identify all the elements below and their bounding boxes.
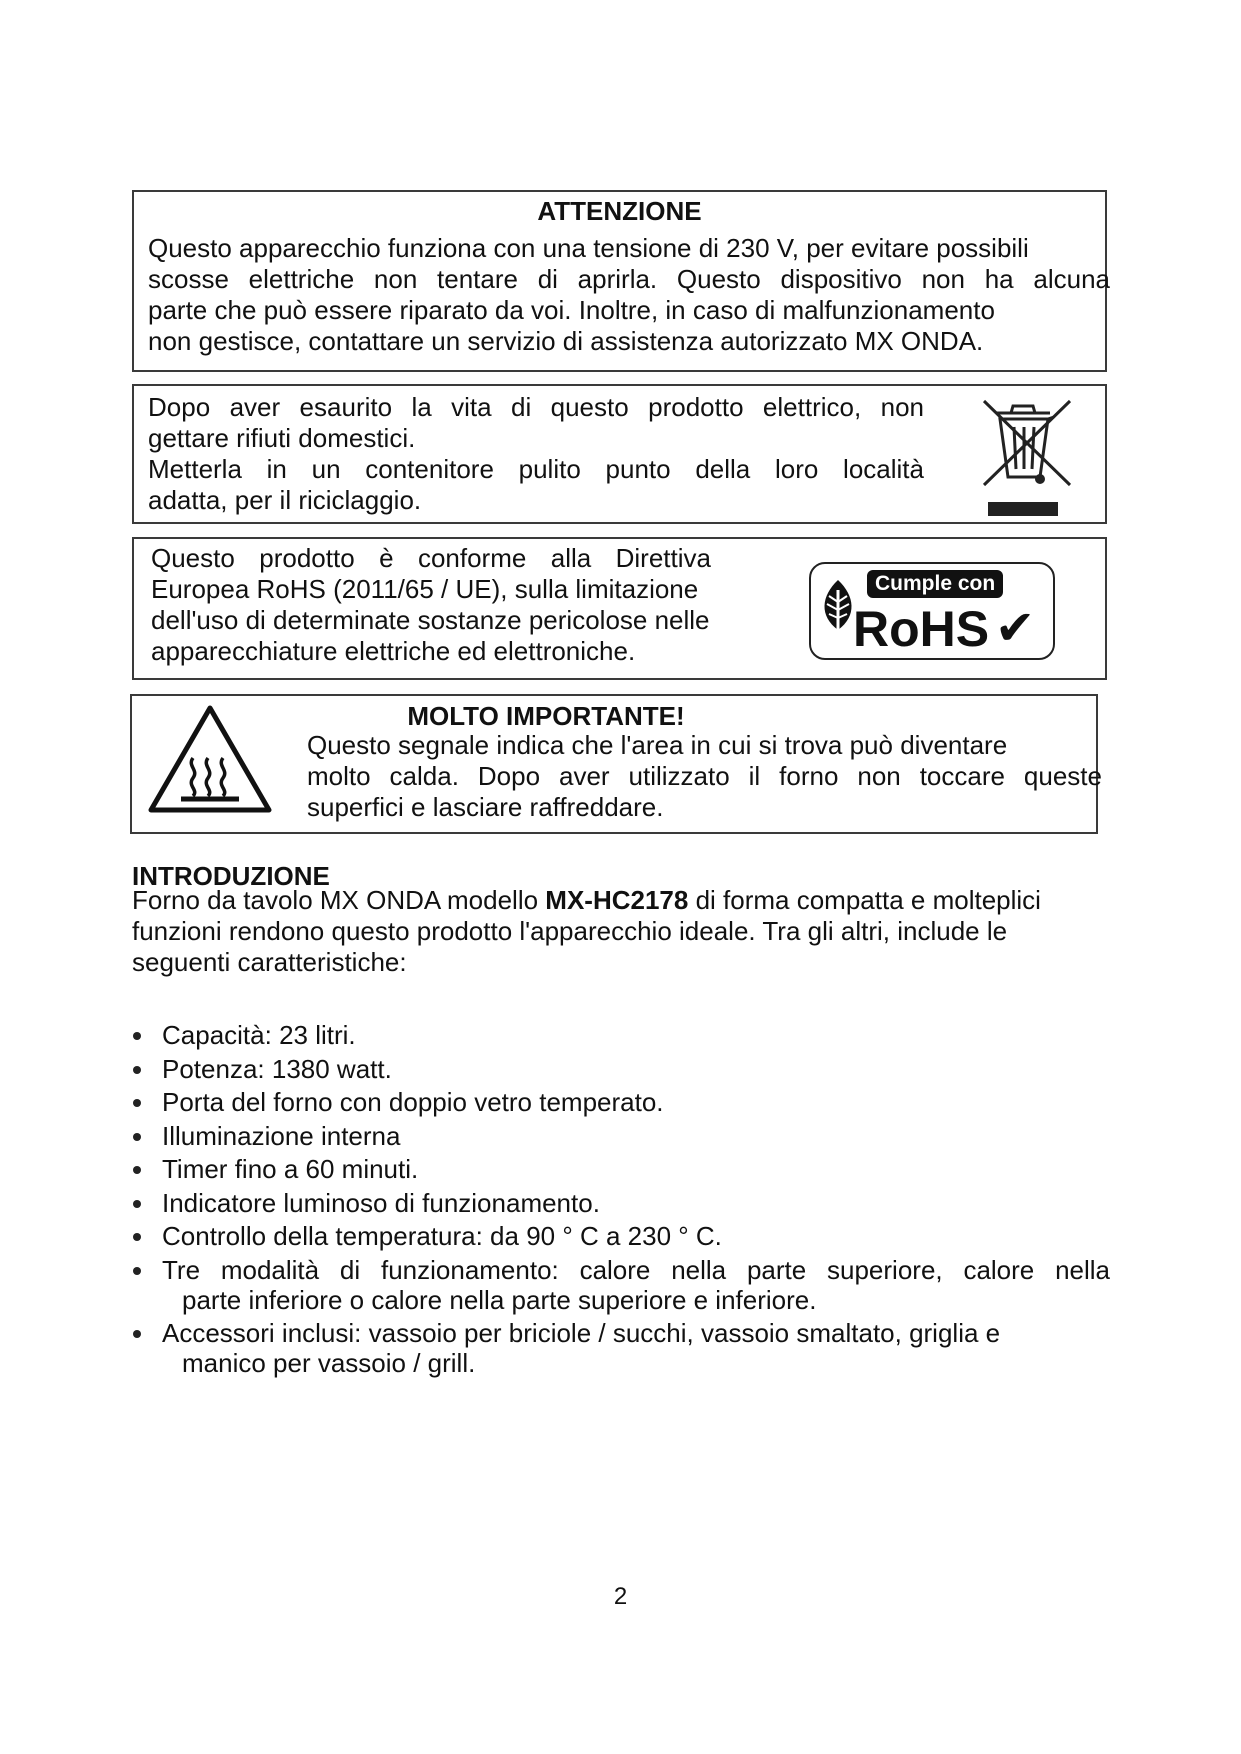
intro-line-3: seguenti caratteristiche: <box>132 947 407 977</box>
list-item <box>130 1054 1110 1084</box>
model-number: MX-HC2178 <box>545 885 689 915</box>
weee-text <box>148 392 924 516</box>
list-item <box>130 1255 1110 1315</box>
list-item <box>130 1121 1110 1151</box>
bullet-icon <box>133 1032 141 1040</box>
bullet-icon <box>133 1066 141 1074</box>
list-item <box>130 1154 1110 1184</box>
feature-text: Capacità: 23 litri. <box>162 1020 356 1050</box>
intro-line-1-start: Forno da tavolo MX ONDA modello <box>132 885 546 915</box>
important-text <box>307 730 1102 823</box>
rohs-badge <box>809 562 1055 660</box>
rohs-badge-main: RoHS <box>853 601 990 657</box>
feature-text: Indicatore luminoso di funzionamento. <box>162 1187 600 1218</box>
attention-line-2: scosse elettriche non tentare di aprirla. Questo dispositivo non ha alcuna <box>148 264 1110 294</box>
weee-line-3: Metterla in un contenitore pulito punto della loro località <box>148 454 924 484</box>
hot-surface-icon <box>145 702 275 816</box>
bullet-icon <box>133 1200 141 1208</box>
rohs-text <box>151 543 711 667</box>
important-line-3: superfici e lasciare raffreddare. <box>307 792 664 822</box>
attention-line-1: Questo apparecchio funziona con una tensione di 230 V, per evitare possibili <box>148 233 1029 263</box>
feature-text-continued: manico per vassoio / grill. <box>182 1348 476 1378</box>
attention-text <box>148 233 1110 357</box>
page-number: 2 <box>613 1583 628 1610</box>
rohs-line-1: Questo prodotto è conforme alla Direttiva <box>151 543 711 573</box>
intro-line-1 <box>132 885 1122 916</box>
list-item <box>130 1221 1110 1251</box>
important-line-1: Questo segnale indica che l'area in cui si trova può diventare <box>307 730 1008 760</box>
feature-text-continued: parte inferiore o calore nella parte superiore e inferiore. <box>182 1284 817 1315</box>
intro-line-2: funzioni rendono questo prodotto l'apparecchio ideale. Tra gli altri, include le <box>132 916 1008 946</box>
feature-text: Potenza: 1380 watt. <box>162 1053 392 1084</box>
check-icon: ✔ <box>995 602 1036 655</box>
bullet-icon <box>133 1330 141 1338</box>
rohs-badge-top: Cumple con <box>867 570 1003 598</box>
bullet-icon <box>133 1133 141 1141</box>
rohs-line-2: Europea RoHS (2011/65 / UE), sulla limitazione <box>151 574 699 604</box>
weee-line-2: gettare rifiuti domestici. <box>148 423 416 453</box>
weee-line-4: adatta, per il riciclaggio. <box>148 485 422 515</box>
attention-line-4: non gestisce, contattare un servizio di assistenza autorizzato MX ONDA. <box>148 326 984 356</box>
bullet-icon <box>133 1267 141 1275</box>
intro-line-1-end: di forma compatta e molteplici <box>688 885 1041 915</box>
feature-text: Porta del forno con doppio vetro temperato. <box>162 1087 664 1117</box>
list-item <box>130 1020 1110 1050</box>
intro-heading: INTRODUZIONE <box>132 861 330 891</box>
list-item <box>130 1188 1110 1218</box>
feature-text: Accessori inclusi: vassoio per briciole / succhi, vassoio smaltato, griglia e <box>162 1318 1001 1348</box>
crossed-bin-icon <box>978 395 1078 521</box>
important-title: MOLTO IMPORTANTE! <box>407 701 685 731</box>
feature-text: Illuminazione interna <box>162 1120 401 1151</box>
weee-line-1: Dopo aver esaurito la vita di questo prodotto elettrico, non <box>148 392 924 422</box>
important-line-2: molto calda. Dopo aver utilizzato il forno non toccare queste <box>307 761 1102 791</box>
rohs-line-3: dell'uso di determinate sostanze pericolose nelle <box>151 605 710 635</box>
bullet-icon <box>133 1233 141 1241</box>
feature-text: Controllo della temperatura: da 90 ° C a 230 ° C. <box>162 1221 722 1251</box>
intro-text <box>132 885 1122 978</box>
bullet-icon <box>133 1099 141 1107</box>
bullet-icon <box>133 1166 141 1174</box>
list-item <box>130 1318 1110 1378</box>
list-item <box>130 1087 1110 1117</box>
features-list <box>130 1020 1110 1382</box>
feature-text: Tre modalità di funzionamento: calore nella parte superiore, calore nella <box>162 1254 1110 1285</box>
attention-line-3: parte che può essere riparato da voi. Inoltre, in caso di malfunzionamento <box>148 295 995 325</box>
feature-text: Timer fino a 60 minuti. <box>162 1154 419 1184</box>
rohs-line-4: apparecchiature elettriche ed elettroniche. <box>151 636 636 666</box>
attention-title: ATTENZIONE <box>537 196 702 226</box>
